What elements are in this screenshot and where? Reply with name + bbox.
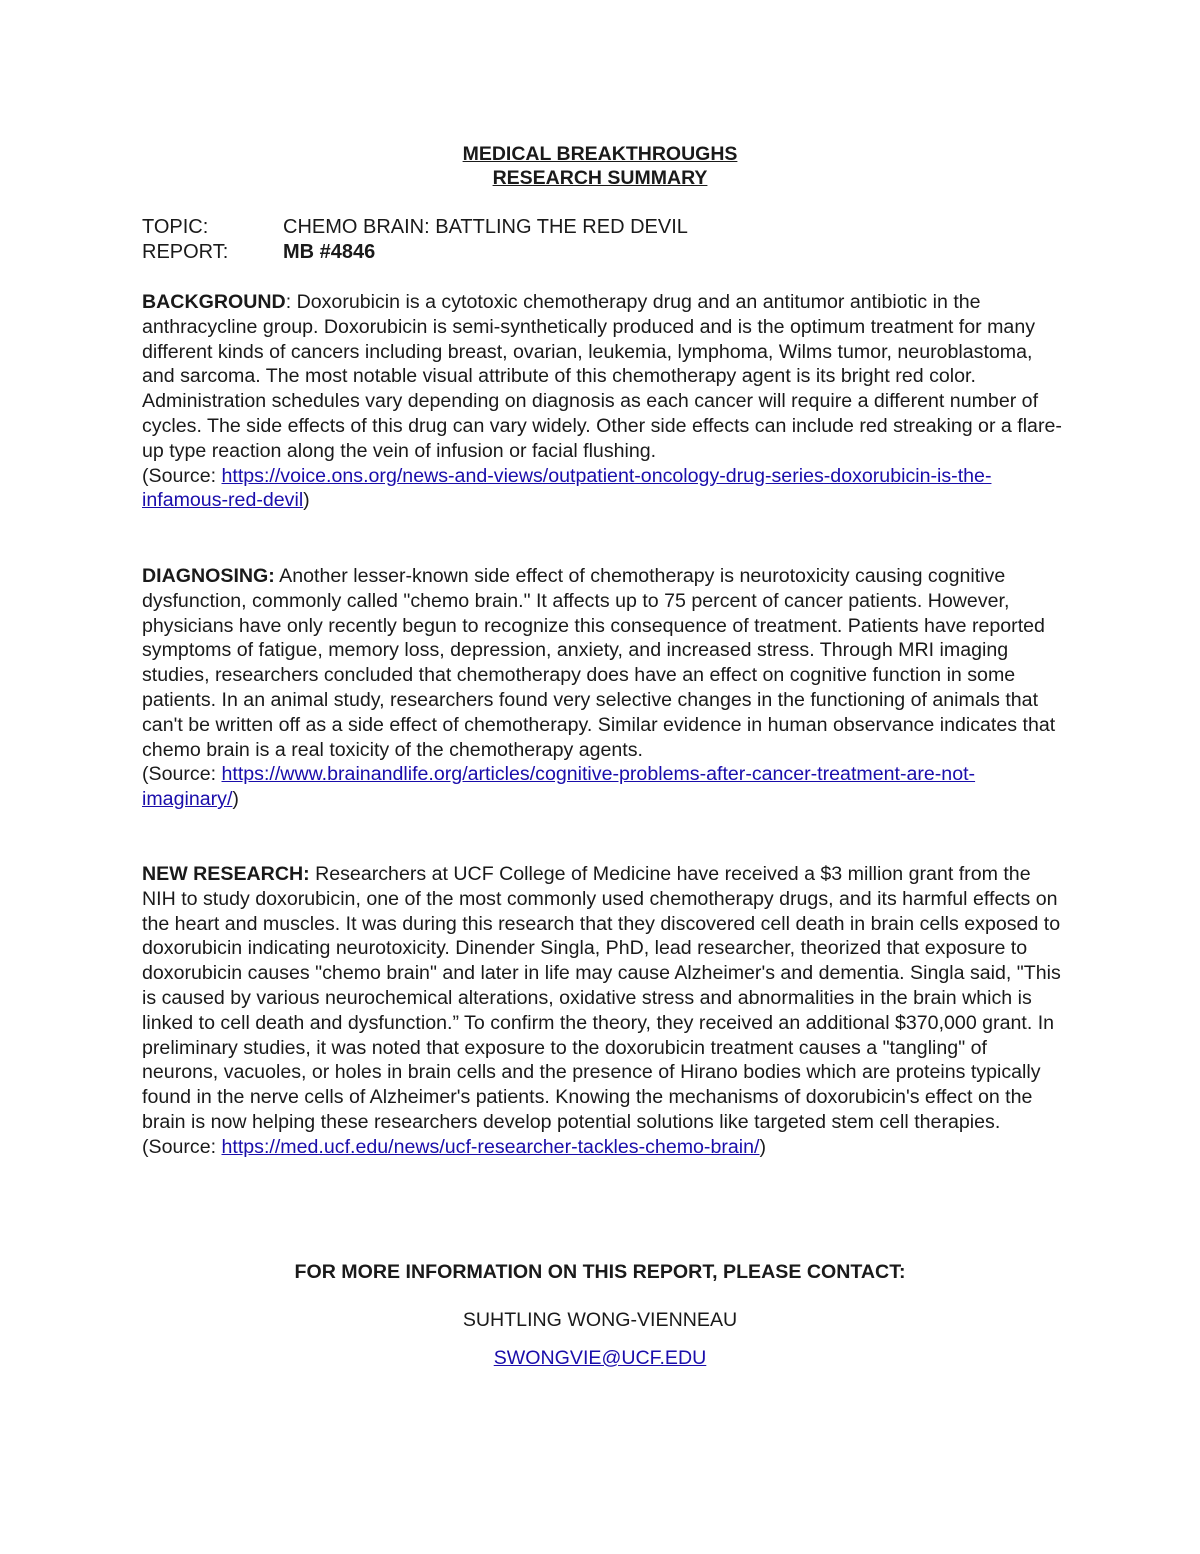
- background-source-suffix: ): [303, 489, 310, 512]
- new-research-body: Researchers at UCF College of Medicine have received a $3 million grant from the NIH to study doxorubicin, one of the most commonly used chemotherapy drugs, and its harmful effects on the heart and muscles. It was during this research that they discovered cell death in brain cells exposed to doxorubicin indicating neurotoxicity. Dinender Singla, PhD, lead researcher, theorized that exposure to doxorubicin causes "chemo brain" and later in life may cause Alzheimer's and dementia. Singla said, "This is caused by various neurochemical alterations, oxidative stress and abnormalities in the brain which is linked to cell death and dysfunction.” To confirm the theory, they received an additional $370,000 grant. In preliminary studies, it was noted that exposure to the doxorubicin treatment causes a "tangling" of neurons, vacuoles, or holes in brain cells and the presence of Hirano bodies which are proteins typically found in the nerve cells of Alzheimer's patients. Knowing the mechanisms of doxorubicin's effect on the brain is now helping these researchers develop potential solutions like targeted stem cell therapies.: [142, 863, 1061, 1133]
- topic-label: TOPIC:: [142, 216, 209, 238]
- new-research-section: [142, 862, 1067, 1160]
- diagnosing-body: Another lesser-known side effect of chemotherapy is neurotoxicity causing cognitive dysfunction, commonly called "chemo brain." It affects up to 75 percent of cancer patients. However, physicians have only recently begun to recognize this consequence of treatment. Patients have reported symptoms of fatigue, memory loss, depression, anxiety, and increased stress. Through MRI imaging studies, researchers concluded that chemotherapy does have an effect on cognitive function in some patients. In an animal study, researchers found very selective changes in the functioning of animals that can't be written off as a side effect of chemotherapy. Similar evidence in human observance indicates that chemo brain is a real toxicity of the chemotherapy agents.: [142, 565, 1056, 761]
- background-section: [142, 290, 1067, 513]
- new-research-source-prefix: (Source:: [142, 1135, 222, 1158]
- diagnosing-heading: DIAGNOSING:: [142, 565, 275, 587]
- contact-name: SUHTLING WONG-VIENNEAU: [462, 1309, 738, 1331]
- report-label: REPORT:: [142, 241, 229, 263]
- diagnosing-source-link[interactable]: https://www.brainandlife.org/articles/cognitive-problems-after-cancer-treatment-are-not-imaginary/: [142, 763, 976, 811]
- diagnosing-source-prefix: (Source:: [142, 763, 222, 786]
- new-research-source-link[interactable]: https://med.ucf.edu/news/ucf-researcher-tackles-chemo-brain/: [221, 1135, 760, 1158]
- background-source-link[interactable]: https://voice.ons.org/news-and-views/outpatient-oncology-drug-series-doxorubicin-is-the-infamous-red-devil: [142, 464, 992, 512]
- report-value: MB #4846: [283, 241, 376, 263]
- background-body: Doxorubicin is a cytotoxic chemotherapy drug and an antitumor antibiotic in the anthracycline group. Doxorubicin is semi-synthetically produced and is the optimum treatment for many different kinds of cancers including breast, ovarian, leukemia, lymphoma, Wilms tumor, neuroblastoma, and sarcoma. The most notable visual attribute of this chemotherapy agent is its bright red color. Administration schedules vary depending on diagnosis as each cancer will require a different number of cycles. The side effects of this drug can vary widely. Other side effects can include red streaking or a flare-up type reaction along the vein of infusion or facial flushing.: [142, 291, 1062, 462]
- document-title: MEDICAL BREAKTHROUGHS: [462, 143, 738, 165]
- contact-heading: FOR MORE INFORMATION ON THIS REPORT, PLEASE CONTACT:: [294, 1261, 906, 1283]
- new-research-source-suffix: ): [759, 1135, 766, 1158]
- topic-value: CHEMO BRAIN: BATTLING THE RED DEVIL: [283, 216, 688, 238]
- contact-email-row: [0, 1346, 1200, 1371]
- diagnosing-source-suffix: ): [232, 788, 239, 811]
- diagnosing-section: [142, 564, 1067, 812]
- background-heading: BACKGROUND: [142, 291, 286, 313]
- background-source-prefix: (Source:: [142, 464, 222, 487]
- contact-email-link[interactable]: SWONGVIE@UCF.EDU: [493, 1347, 707, 1369]
- background-heading-suffix: :: [285, 291, 292, 313]
- new-research-heading: NEW RESEARCH:: [142, 863, 310, 885]
- document-subtitle: RESEARCH SUMMARY: [492, 167, 708, 189]
